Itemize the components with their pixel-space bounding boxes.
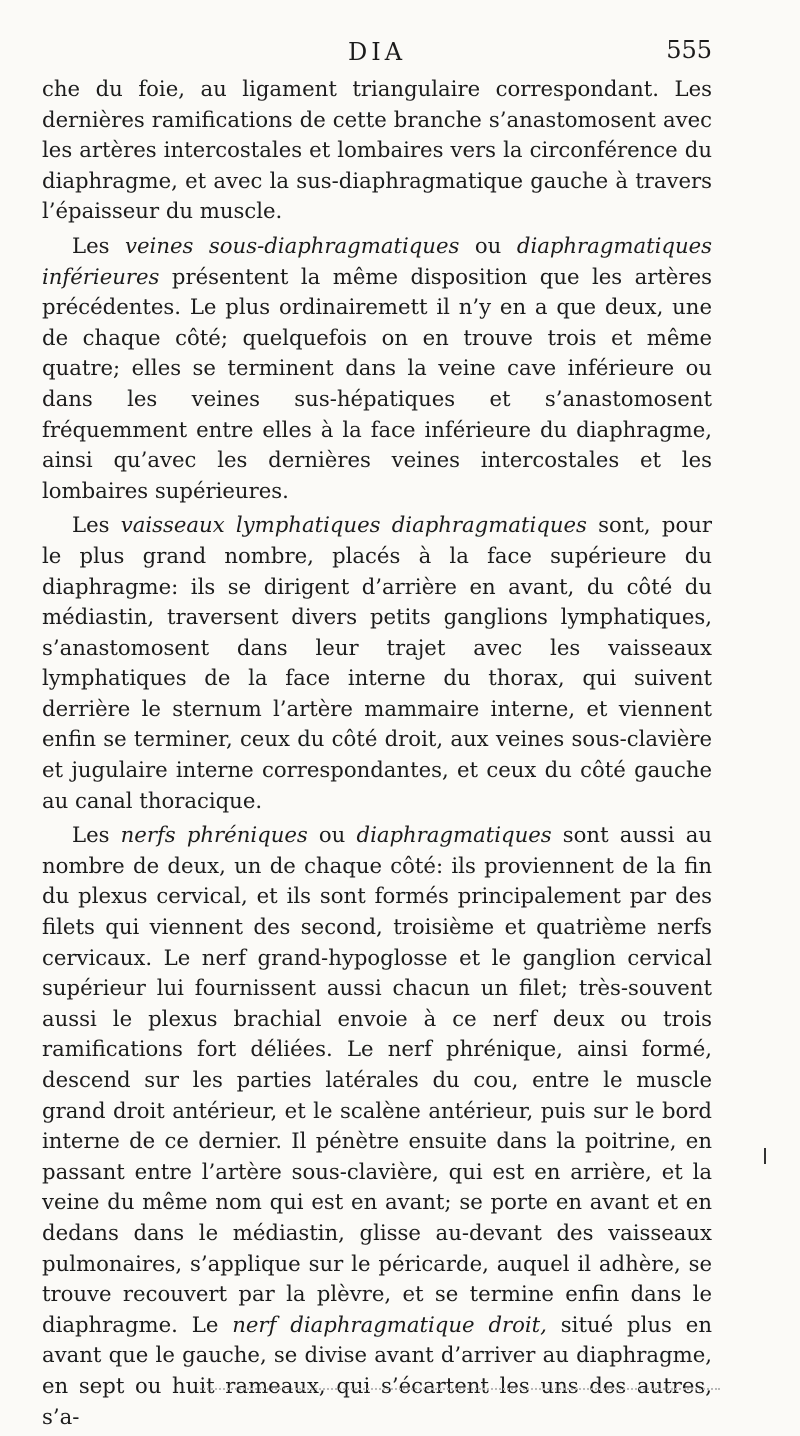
paragraph-tail: situé plus en avant que le gauche, se divise avant d’arriver au diaphragme, en sept ou huit rameaux, qui s’écartent les uns des autres, s’a- xyxy=(42,1311,712,1429)
book-page xyxy=(42,30,712,1436)
page-header xyxy=(42,30,712,74)
term-nerfs-phreniques: nerfs phréniques xyxy=(120,822,308,848)
page-number: 555 xyxy=(666,36,712,64)
paragraph-body: présentent la même disposition que les artères précédentes. Le plus ordinairemett il n’y en a que deux, une de chaque côté; quelquefois on en trouve trois et même quatre; elles se terminent dans la veine cave inférieure ou dans les veines sus-hépatiques et s’anastomosent fréquemment entre elles à la face inférieure du diaphragme, ainsi qu’avec les dernières veines intercostales et les lombaires supérieures. xyxy=(42,263,712,503)
margin-mark xyxy=(764,1148,766,1164)
body-text xyxy=(42,74,712,1432)
connector-text: ou xyxy=(459,232,517,258)
paragraph-body: sont, pour le plus grand nombre, placés à la face supérieure du diaphragme: ils se dirigent d’arrière en avant, du côté du médiastin, traversent divers petits ganglions lymphatiques, s’anastomosent dans leur trajet avec les vaisseaux lymphatiques de la face interne du thorax, qui suivent derrière le sternum l’artère mammaire interne, et viennent enfin se terminer, ceux du côté droit, aux veines sous-clavière et jugulaire interne correspondantes, et ceux du côté gauche au canal thoracique. xyxy=(42,512,712,813)
lead-text: Les xyxy=(72,232,126,258)
paragraph-body: sont aussi au nombre de deux, un de chaque côté: ils proviennent de la fin du plexus cervical, et ils sont formés principalement par des filets qui viennent des second, troisième et quatrième nerfs cervicaux. Le nerf grand-hypoglosse et le ganglion cervical supérieur lui fournissent aussi chacun un filet; très-souvent aussi le plexus brachial envoie à ce nerf deux ou trois ramifications fort déliées. Le nerf phrénique, ainsi formé, descend sur les parties latérales du cou, entre le muscle grand droit antérieur, et le scalène antérieur, puis sur le bord interne de ce dernier. Il pénètre ensuite dans la poitrine, en passant entre l’artère sous-clavière, qui est en arrière, et la veine du même nom qui est en avant; se porte en avant et en dedans dans le médiastin, glisse au-devant des vaisseaux pulmonaires, s’applique sur le péricarde, auquel il adhère, se trouve recouvert par la plèvre, et se termine enfin dans le diaphragme. Le xyxy=(42,822,712,1337)
connector-text: ou xyxy=(307,822,357,848)
term-diaphragmatiques: diaphragmatiques xyxy=(356,822,552,848)
term-vaisseaux-lymphatiques: vaisseaux lymphatiques diaphragmatiques xyxy=(120,512,587,538)
lead-text: Les xyxy=(72,512,121,538)
paragraph-lymphatics xyxy=(42,510,712,816)
term-nerf-diaphragmatique-droit: nerf diaphragmatique droit, xyxy=(232,1311,547,1337)
lead-text: Les xyxy=(72,822,121,848)
term-veines-sous-diaphragmatiques: veines sous-diaphragmatiques xyxy=(125,232,460,258)
running-head: DIA xyxy=(347,38,407,66)
paragraph-arteries-end: che du foie, au ligament triangulaire correspondant. Les dernières ramifications de cette branche s’anastomosent avec les artères intercostales et lombaires vers la circonférence du diaphragme, et avec la sus-diaphragmatique gauche à travers l’épaisseur du muscle. xyxy=(42,76,712,224)
paragraph-veins xyxy=(42,231,712,506)
paragraph-nerves xyxy=(42,820,712,1432)
term-diaphragmatiques-inferieures: diaphragmatiques inférieures xyxy=(42,232,713,289)
bottom-bleedthrough-line xyxy=(200,1388,720,1390)
